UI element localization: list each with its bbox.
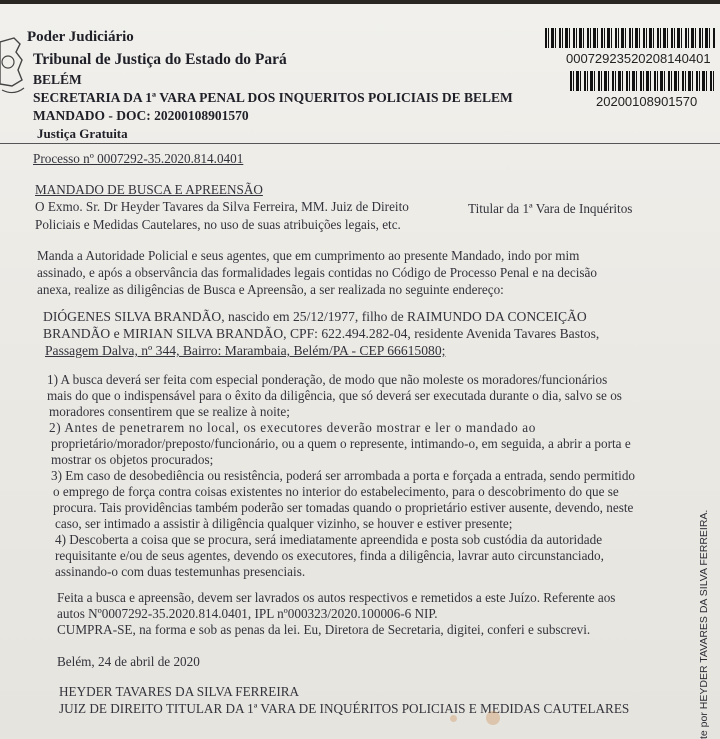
clause-line: 1) A busca deverá ser feita com especial ponderação, de modo que não moleste os moradores/funcionários bbox=[47, 372, 608, 387]
clause-line: mostrar os objetos procurados; bbox=[51, 452, 214, 467]
signatory-role: JUIZ DE DIREITO TITULAR DA 1ª VARA DE INQUÉRITOS POLICIAIS E MEDIDAS CAUTELARES bbox=[59, 701, 630, 716]
process-number: Processo nº 0007292-35.2020.814.0401 bbox=[33, 151, 244, 166]
document-title: MANDADO DE BUSCA E APREENSÃO bbox=[35, 182, 263, 197]
barcode-2-number: 20200108901570 bbox=[596, 94, 698, 109]
city: BELÉM bbox=[33, 72, 82, 87]
stain bbox=[450, 715, 457, 722]
intro-line-1-right: Titular da 1ª Vara de Inquéritos bbox=[468, 201, 633, 216]
clause-line: 2) Antes de penetrarem no local, os executores deverão mostrar e ler o mandado ao bbox=[49, 420, 536, 435]
clause-line: procura. Tais providências também poderão ser tomadas quando o proprietário estiver ausente, devendo, neste bbox=[53, 500, 634, 515]
barcode-1 bbox=[545, 28, 715, 48]
clause-line: moradores consentirem que se realize à noite; bbox=[49, 404, 290, 419]
mandate-doc: MANDADO - DOC: 20200108901570 bbox=[33, 108, 249, 123]
clause-line: proprietário/morador/preposto/funcionário, ou a quem o represente, intimando-o, em seguida, a abrir a porta e bbox=[51, 436, 631, 451]
target-line: Passagem Dalva, nº 344, Bairro: Marambaia, Belém/PA - CEP 66615080; bbox=[45, 343, 446, 358]
order-line: assinado, e após a observância das formalidades legais contidas no Código de Processo Penal e na decisão bbox=[37, 265, 597, 280]
clause-line: requisitante e/ou de seus agentes, devendo os executores, finda a diligência, lavrar auto circunstanciado, bbox=[55, 548, 604, 563]
header-divider bbox=[0, 143, 720, 144]
clause-line: mais do que o indispensável para o êxito da diligência, que só deverá ser executada durante o dia, salvo se os bbox=[47, 388, 622, 403]
clause-line: caso, ser intimado a assistir à diligência qualquer vizinho, se houver e estiver presente; bbox=[55, 516, 513, 531]
free-justice-label: Justiça Gratuita bbox=[37, 126, 128, 141]
stain bbox=[486, 711, 500, 725]
document-page bbox=[0, 4, 720, 739]
digital-signature-note: te por HEYDER TAVARES DA SILVA FERREIRA. bbox=[698, 509, 710, 739]
barcode-1-number: 00072923520208140401 bbox=[566, 51, 711, 66]
order-line: Manda a Autoridade Policial e seus agentes, que em cumprimento ao presente Mandado, indo por mim bbox=[37, 248, 580, 263]
intro-line-2: Policiais e Medidas Cautelares, no uso de suas atribuições legais, etc. bbox=[35, 217, 401, 232]
document-date: Belém, 24 de abril de 2020 bbox=[57, 654, 200, 669]
coat-of-arms-icon bbox=[0, 30, 30, 100]
org-name: Poder Judiciário bbox=[27, 29, 134, 45]
target-line: BRANDÃO e MIRIAN SILVA BRANDÃO, CPF: 622.494.282-04, residente Avenida Tavares Bastos, bbox=[43, 326, 600, 341]
closing-line: autos Nº0007292-35.2020.814.0401, IPL nº000323/2020.100006-6 NIP. bbox=[57, 606, 438, 621]
intro-line-1: O Exmo. Sr. Dr Heyder Tavares da Silva Ferreira, MM. Juiz de Direito bbox=[35, 199, 409, 214]
closing-line: Feita a busca e apreensão, devem ser lavrados os autos respectivos e remetidos a este Juízo. Referente aos bbox=[57, 590, 616, 605]
secretariat: SECRETARIA DA 1ª VARA PENAL DOS INQUERITOS POLICIAIS DE BELEM bbox=[33, 90, 513, 105]
barcode-2 bbox=[570, 71, 715, 91]
clause-line: o emprego de força contra coisas existentes no interior do estabelecimento, para o descobrimento do que se bbox=[53, 484, 619, 499]
target-line: DIÓGENES SILVA BRANDÃO, nascido em 25/12/1977, filho de RAIMUNDO DA CONCEIÇÃO bbox=[43, 309, 587, 324]
order-line: anexa, realize as diligências de Busca e Apreensão, a ser realizada no seguinte endereço: bbox=[37, 282, 504, 297]
signatory-name: HEYDER TAVARES DA SILVA FERREIRA bbox=[59, 684, 300, 699]
clause-line: 4) Descoberta a coisa que se procura, será imediatamente apreendida e posta sob custódia da autoridade bbox=[55, 532, 603, 547]
court-name: Tribunal de Justiça do Estado do Pará bbox=[33, 51, 287, 68]
clause-line: assinando-o com duas testemunhas presenciais. bbox=[55, 564, 306, 579]
closing-line: CUMPRA-SE, na forma e sob as penas da lei. Eu, Diretora de Secretaria, digitei, conferi e subscrevi. bbox=[57, 622, 591, 637]
clause-line: 3) Em caso de desobediência ou resistência, poderá ser arrombada a porta e forçada a entrada, sendo permitido bbox=[51, 468, 636, 483]
